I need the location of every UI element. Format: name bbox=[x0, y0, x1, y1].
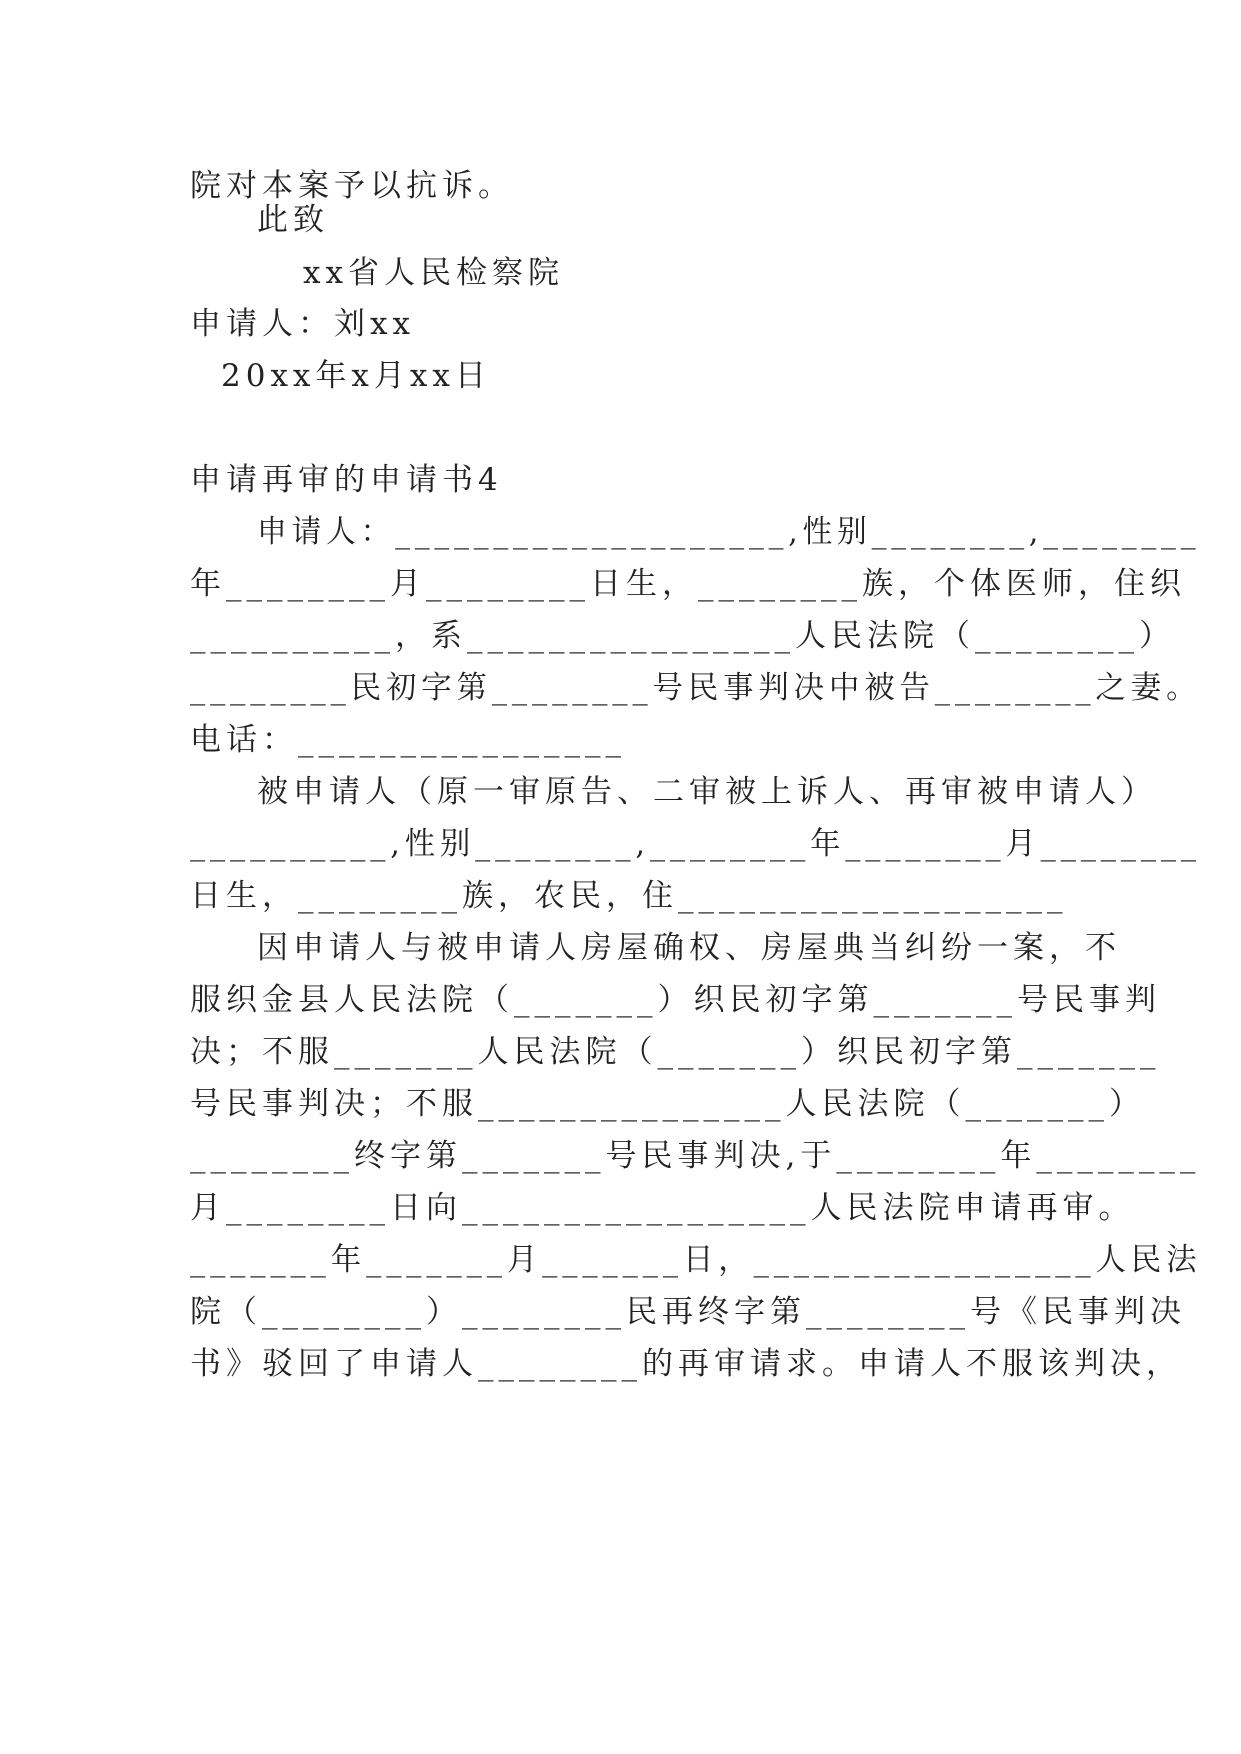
text-line: 书》驳回了申请人________的再审请求。申请人不服该判决， bbox=[190, 1346, 1182, 1382]
text-line: 服织金县人民法院（_______）织民初字第_______号民事判 bbox=[190, 982, 1161, 1018]
text-line: 日生，________族，农民，住___________________ bbox=[190, 878, 1068, 914]
recipient: xx省人民检察院 bbox=[303, 255, 564, 291]
signature-date: 20xx年x月xx日 bbox=[221, 358, 491, 394]
applicant-signature: 申请人：刘xx bbox=[190, 306, 415, 342]
text-line: 院（________）________民再终字第________号《民事判决 bbox=[190, 1294, 1186, 1330]
text-line: ________民初字第________号民事判决中被告________之妻。 bbox=[190, 670, 1202, 706]
text-line: 因申请人与被申请人房屋确权、房屋典当纠纷一案，不 bbox=[257, 930, 1121, 966]
text-line: 院对本案予以抗诉。 bbox=[190, 168, 514, 204]
text-line: 电话：________________ bbox=[190, 722, 626, 758]
text-line: 申请人：____________________,性别________,________ bbox=[257, 514, 1201, 550]
text-line: 月________日向_________________人民法院申请再审。 bbox=[190, 1190, 1135, 1226]
text-line: __________,性别________,________年________月________ bbox=[190, 826, 1201, 862]
text-line: 决；不服_______人民法院（_______）织民初字第_______ bbox=[190, 1034, 1161, 1070]
section-title: 申请再审的申请书4 bbox=[190, 462, 503, 498]
text-line: _______年_______月_______日，_________________人民法 bbox=[190, 1242, 1202, 1278]
text-line: __________，系________________人民法院（________） bbox=[190, 618, 1175, 654]
text-line: 号民事判决；不服_______________人民法院（_______） bbox=[190, 1086, 1145, 1122]
text-line: 被申请人（原一审原告、二审被上诉人、再审被申请人） bbox=[257, 774, 1157, 810]
text-line: 年________月________日生，________族，个体医师，住织 bbox=[190, 566, 1186, 602]
salutation: 此致 bbox=[257, 202, 329, 238]
text-line: ________终字第_______号民事判决,于________年________ bbox=[190, 1138, 1201, 1174]
